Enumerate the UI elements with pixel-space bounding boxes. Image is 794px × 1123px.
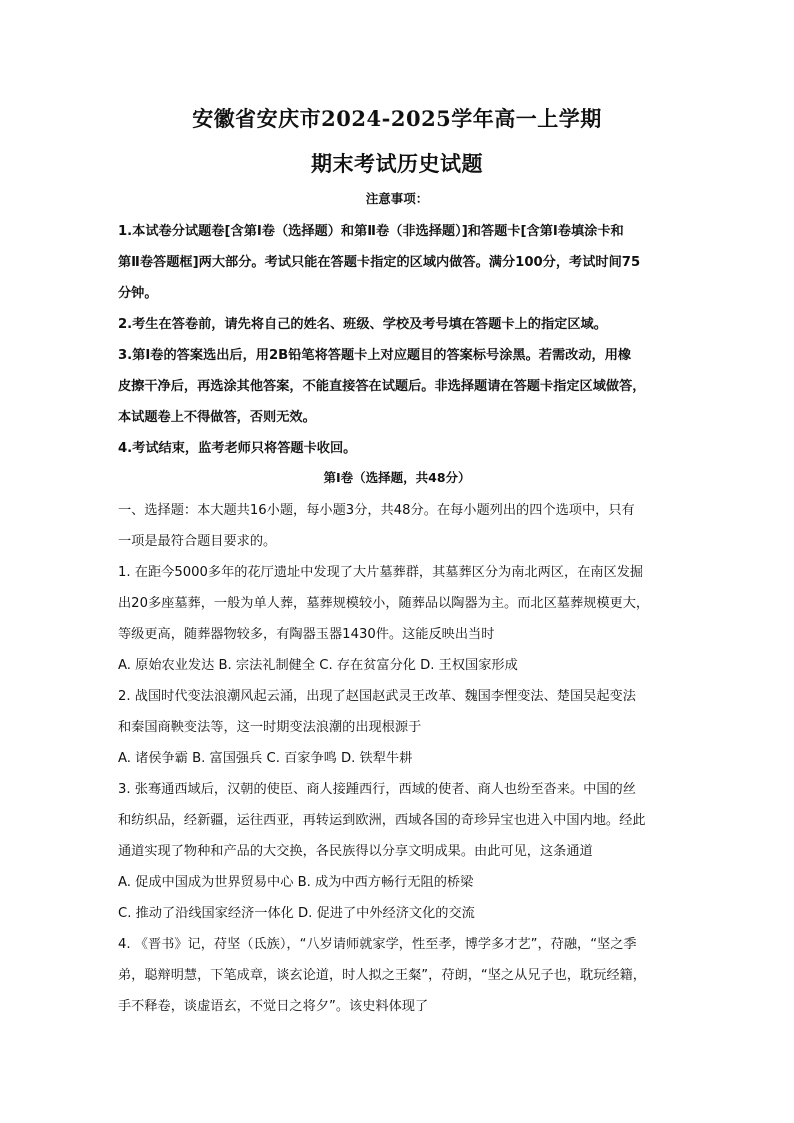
question-4-line-3: 手不释卷，谈虚语玄，不觉日之将夕”。该史料体现了 (118, 999, 429, 1014)
notice-line-4: 2.考生在答卷前，请先将自己的姓名、班级、学校及考号填在答题卡上的指定区域。 (118, 317, 607, 332)
instruction-line-2: 一项是最符合题目要求的。 (118, 534, 277, 549)
question-1-line-3: 等级更高，随葬器物较多，有陶器玉器1430件。这能反映出当时 (118, 627, 495, 642)
question-4-line-1: 4. 《晋书》记，苻坚（氐族），“八岁请师就家学，性至孝，博学多才艺”，苻融，“坚之季 (118, 937, 637, 952)
exam-title-line1: 安徽省安庆市2024-2025学年高一上学期 (192, 106, 602, 131)
section-heading: 第Ⅰ卷（选择题，共48分） (323, 470, 471, 485)
notice-line-3: 分钟。 (118, 286, 158, 301)
notice-heading: 注意事项： (365, 191, 429, 206)
question-1-line-1: 1. 在距今5000多年的花厅遗址中发现了大片墓葬群，其墓葬区分为南北两区，在南区发掘 (118, 565, 644, 580)
notice-line-6: 皮擦干净后，再选涂其他答案，不能直接答在试题后。非选择题请在答题卡指定区域做答， (118, 379, 646, 394)
question-3-line-2: 和纺织品，经新疆，运往西亚，再转运到欧洲，西域各国的奇珍异宝也进入中国内地。经此 (118, 813, 646, 828)
question-3-line-3: 通道实现了物种和产品的大交换，各民族得以分享文明成果。由此可见，这条通道 (118, 844, 593, 859)
exam-title-line2: 期末考试历史试题 (311, 151, 483, 176)
question-2-line-2: 和秦国商鞅变法等，这一时期变法浪潮的出现根源于 (118, 720, 422, 735)
notice-line-5: 3.第Ⅰ卷的答案选出后，用2B铅笔将答题卡上对应题目的答案标号涂黑。若需改动，用橡 (118, 348, 632, 363)
question-3-line-1: 3. 张骞通西域后，汉朝的使臣、商人接踵西行，西域的使者、商人也纷至沓来。中国的丝 (118, 782, 636, 797)
instruction-line-1: 一、选择题：本大题共16小题，每小题3分，共48分。在每小题列出的四个选项中，只有 (118, 503, 635, 518)
question-2-options: A. 诸侯争霸 B. 富国强兵 C. 百家争鸣 D. 铁犁牛耕 (118, 751, 413, 766)
notice-line-8: 4.考试结束，监考老师只将答题卡收回。 (118, 441, 357, 456)
notice-line-7: 本试题卷上不得做答，否则无效。 (118, 410, 316, 425)
question-3-options-ab: A. 促成中国成为世界贸易中心 B. 成为中西方畅行无阻的桥梁 (118, 875, 474, 890)
question-2-line-1: 2. 战国时代变法浪潮风起云涌，出现了赵国赵武灵王改革、魏国李悝变法、楚国吴起变法 (118, 689, 636, 704)
question-1-options: A. 原始农业发达 B. 宗法礼制健全 C. 存在贫富分化 D. 王权国家形成 (118, 658, 518, 673)
notice-line-2: 第Ⅱ卷答题框]两大部分。考试只能在答题卡指定的区域内做答。满分100分，考试时间75 (118, 255, 641, 270)
notice-line-1: 1.本试卷分试题卷[含第Ⅰ卷（选择题）和第Ⅱ卷（非选择题）]和答题卡[含第Ⅰ卷填涂卡和 (118, 224, 624, 239)
question-3-options-cd: C. 推动了沿线国家经济一体化 D. 促进了中外经济文化的交流 (118, 906, 475, 921)
question-1-line-2: 出20多座墓葬，一般为单人葬，墓葬规模较小，随葬品以陶器为主。而北区墓葬规模更大， (118, 596, 650, 611)
question-4-line-2: 弟，聪辩明慧，下笔成章，谈玄论道，时人拟之王粲”，苻朗，“坚之从兄子也，耽玩经籍， (118, 968, 646, 983)
